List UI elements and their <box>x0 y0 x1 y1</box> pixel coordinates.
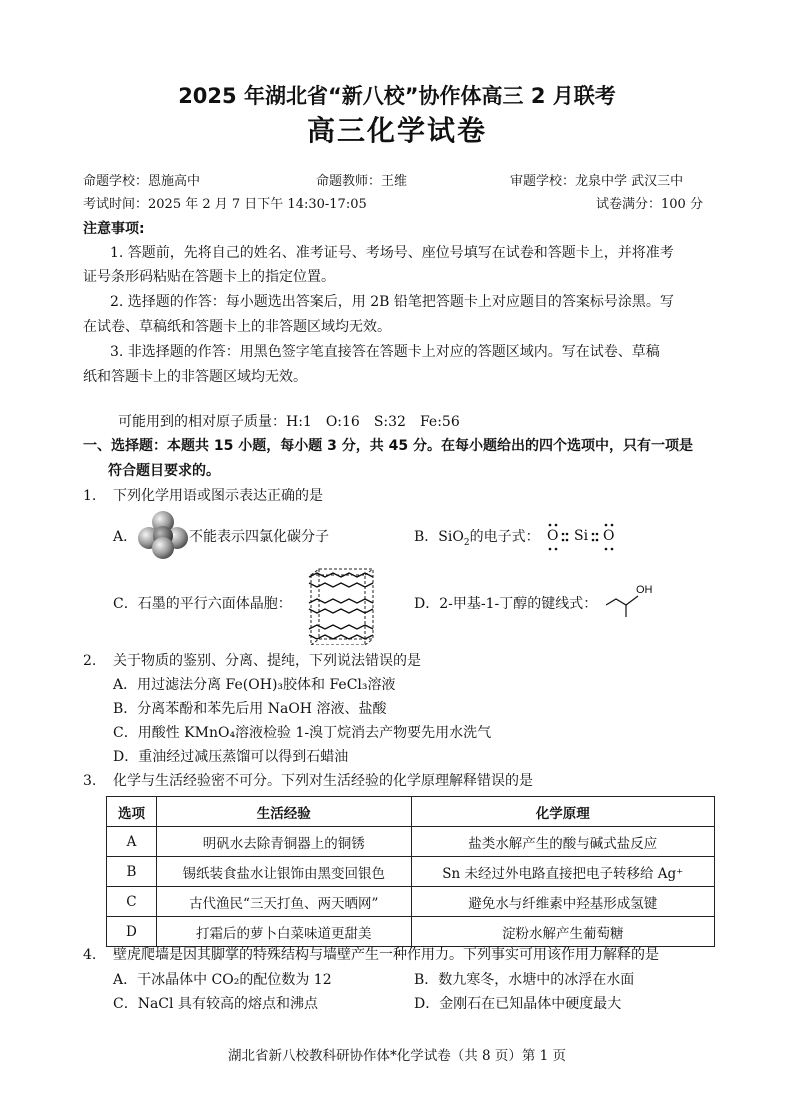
graphite-unit-cell-icon <box>305 563 385 645</box>
q1-option-b-text: 的电子式： <box>469 529 540 545</box>
table-cell: 避免水与纤维素中羟基形成氢键 <box>411 887 714 917</box>
sio2-electron-formula <box>547 520 627 554</box>
table-cell: A <box>107 827 157 857</box>
table-cell: C <box>107 887 157 917</box>
q2-option-a: A．用过滤法分离 Fe(OH)₃胶体和 FeCl₃溶液 <box>113 677 396 693</box>
table-cell: Sn 未经过外电路直接把电子转移给 Ag⁺ <box>411 857 714 887</box>
table-cell: 明矾水去除青铜器上的铜锈 <box>156 827 411 857</box>
table-row <box>107 917 715 947</box>
section1-line2: 符合题目要求的。 <box>108 463 220 479</box>
exam-title: 2025 年湖北省“新八校”协作体高三 2 月联考 <box>178 84 616 108</box>
oxygen-right: O <box>603 528 615 544</box>
note-2a: 2. 选择题的作答：每小题选出答案后，用 2B 铅笔把答题卡上对应题目的答案标号涂黑。写 <box>110 294 674 310</box>
table-cell: 盐类水解产生的酸与碱式盐反应 <box>411 827 714 857</box>
table-row <box>107 887 715 917</box>
oxygen-left: O <box>547 528 559 544</box>
table-header: 选项 <box>107 797 157 827</box>
teacher: 命题教师：王维 <box>316 174 408 189</box>
hydroxyl-label: OH <box>636 584 653 596</box>
q3-number: 3. <box>83 773 97 789</box>
note-2b: 在试卷、草稿纸和答题卡上的非答题区域均无效。 <box>83 319 391 335</box>
notes-heading: 注意事项: <box>83 221 145 237</box>
exam-time: 考试时间：2025 年 2 月 7 日下午 14:30-17:05 <box>83 197 367 212</box>
q4-stem: 壁虎爬墙是因其脚掌的特殊结构与墙壁产生一种作用力。下列事实可用该作用力解释的是 <box>113 947 659 963</box>
q4-option-b: B．数九寒冬，水塘中的冰浮在水面 <box>414 972 635 988</box>
table-cell: 锡纸装食盐水让银饰由黑变回银色 <box>156 857 411 887</box>
q1-option-a-text: 不能表示四氯化碳分子 <box>189 529 329 545</box>
q2-option-b: B．分离苯酚和苯先后用 NaOH 溶液、盐酸 <box>113 701 387 717</box>
table-cell: 古代渔民“三天打鱼、两天晒网” <box>156 887 411 917</box>
section1-line1: 一、选择题：本题共 15 小题，每小题 3 分，共 45 分。在每小题给出的四个选项中，只有一项是 <box>83 438 693 454</box>
table-cell: B <box>107 857 157 887</box>
full-score: 试卷满分：100 分 <box>596 197 703 212</box>
q4-option-a: A．干冰晶体中 CO₂的配位数为 12 <box>113 972 332 988</box>
q1-option-c-text: C．石墨的平行六面体晶胞： <box>113 596 292 612</box>
q2-stem: 关于物质的鉴别、分离、提纯，下列说法错误的是 <box>113 653 421 669</box>
table-header: 生活经验 <box>156 797 411 827</box>
q4-option-c: C．NaCl 具有较高的熔点和沸点 <box>113 996 318 1012</box>
q1-option-b <box>414 527 540 553</box>
table-row <box>107 827 715 857</box>
q1-option-a-label: A． <box>113 529 138 545</box>
q3-stem: 化学与生活经验密不可分。下列对生活经验的化学原理解释错误的是 <box>113 773 533 789</box>
space-filling-molecule-icon <box>137 510 189 560</box>
q1-number: 1. <box>83 488 97 504</box>
q4-option-d: D．金刚石在已知晶体中硬度最大 <box>414 996 622 1012</box>
q2-option-c: C．用酸性 KMnO₄溶液检验 1-溴丁烷消去产物要先用水洗气 <box>113 725 492 741</box>
table-cell: 淀粉水解产生葡萄糖 <box>411 917 714 947</box>
q2-option-d: D．重油经过减压蒸馏可以得到石蜡油 <box>113 749 349 765</box>
note-3a: 3. 非选择题的作答：用黑色签字笔直接答在答题卡上对应的答题区域内。写在试卷、草稿 <box>110 344 660 360</box>
atomic-mass: 可能用到的相对原子质量：H:1 O:16 S:32 Fe:56 <box>118 414 460 430</box>
school: 命题学校：恩施高中 <box>83 174 201 189</box>
q2-number: 2. <box>83 653 97 669</box>
table-cell: 打霜后的萝卜白菜味道更甜美 <box>156 917 411 947</box>
q4-number: 4. <box>83 947 97 963</box>
table-cell: D <box>107 917 157 947</box>
q1-option-d-text: D．2-甲基-1-丁醇的键线式： <box>414 596 598 612</box>
q1-option-b-label: B．SiO <box>414 529 464 545</box>
page-footer: 湖北省新八校教科研协作体*化学试卷（共 8 页）第 1 页 <box>227 1048 567 1064</box>
note-1b: 证号条形码粘贴在答题卡上的指定位置。 <box>83 269 335 285</box>
table-row <box>107 857 715 887</box>
note-1a: 1. 答题前，先将自己的姓名、准考证号、考场号、座位号填写在试卷和答题卡上，并将准考 <box>110 245 674 261</box>
q1-option-b-sub: 2 <box>463 537 470 548</box>
reviewer: 审题学校：龙泉中学 武汉三中 <box>510 174 684 189</box>
table-header: 化学原理 <box>411 797 714 827</box>
paper-title: 高三化学试卷 <box>306 114 487 147</box>
q1-stem: 下列化学用语或图示表达正确的是 <box>113 488 323 504</box>
note-3b: 纸和答题卡上的非答题区域均无效。 <box>83 369 307 385</box>
q3-table <box>106 796 715 947</box>
table-header-row <box>107 797 715 827</box>
silicon: Si <box>574 528 589 544</box>
